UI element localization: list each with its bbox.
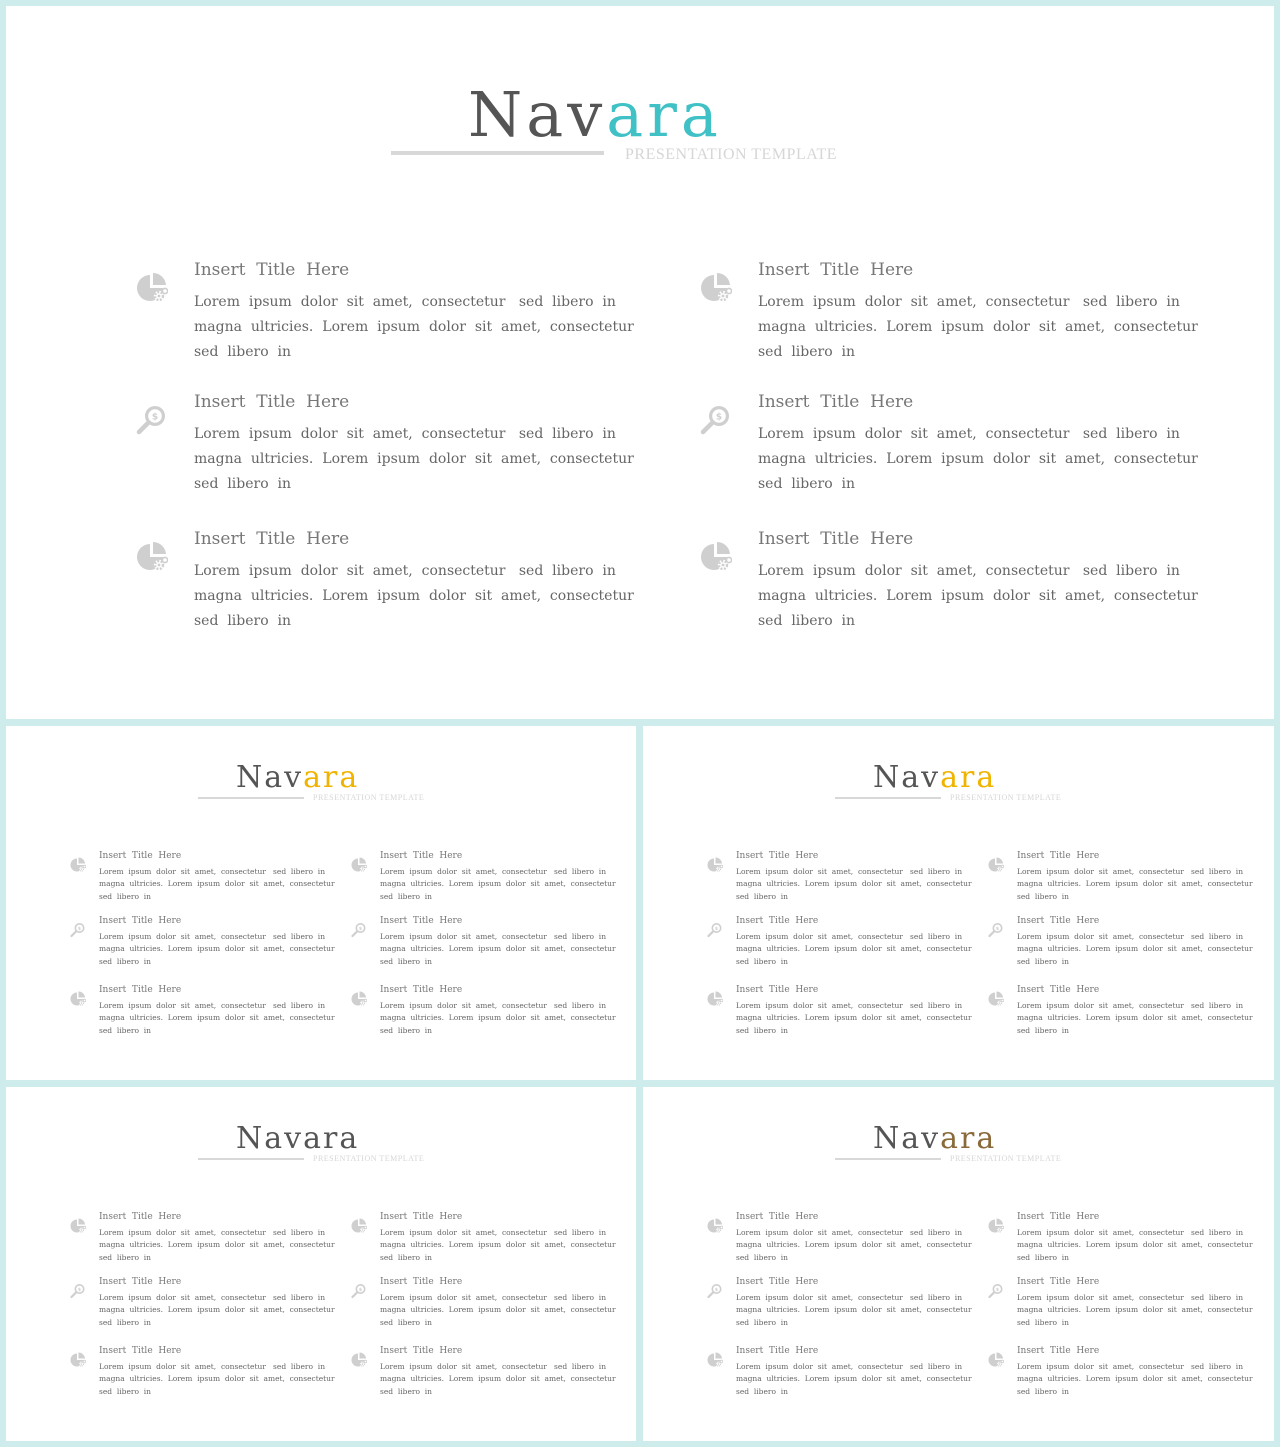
feature-description [736,1292,972,1329]
feature-description [99,866,335,903]
description-line: Lorem ipsum dolor sit amet, consectetur sed libero in [99,932,326,941]
description-line: Lorem ipsum dolor sit amet, consectetur sed libero in [380,1001,607,1010]
magnifier-dollar-icon [136,404,168,436]
pie-chart-gear-icon [700,272,732,304]
description-line: magna ultricies. Lorem ipsum dolor sit amet, consectetur [1017,1240,1253,1250]
feature-title: Insert Title Here [99,985,182,995]
feature-description [736,1361,972,1398]
logo-title [468,78,722,151]
pie-chart-gear-icon [136,541,168,573]
description-line: magna ultricies. Lorem ipsum dolor sit amet, consectetur [380,1013,616,1023]
description-line: Lorem ipsum dolor sit amet, consectetur sed libero in [99,1001,326,1010]
logo-accent: ara [606,78,722,151]
logo-prefix: Nav [468,78,607,151]
description-line: magna ultricies. Lorem ipsum dolor sit amet, consectetur [380,879,616,889]
description-line: sed libero in [1017,1317,1069,1327]
description-line: Lorem ipsum dolor sit amet, consectetur sed libero in [380,867,607,876]
description-line: magna ultricies. Lorem ipsum dolor sit amet, consectetur [380,1240,616,1250]
feature-title: Insert Title Here [194,260,350,280]
description-line: Lorem ipsum dolor sit amet, consectetur sed libero in [758,563,1180,579]
description-line: Lorem ipsum dolor sit amet, consectetur sed libero in [736,867,963,876]
description-line: Lorem ipsum dolor sit amet, consectetur sed libero in [380,1362,607,1371]
description-line: magna ultricies. Lorem ipsum dolor sit amet, consectetur [99,1374,335,1384]
description-line: magna ultricies. Lorem ipsum dolor sit amet, consectetur [194,588,634,604]
description-line: sed libero in [99,956,151,966]
pie-chart-gear-icon [70,1352,86,1368]
description-line: sed libero in [194,344,292,360]
logo-subtitle: PRESENTATION TEMPLATE [313,1154,425,1163]
logo-title [236,1121,359,1156]
description-line: Lorem ipsum dolor sit amet, consectetur sed libero in [99,1293,326,1302]
description-line: sed libero in [194,613,292,629]
feature-description [1017,866,1253,903]
description-line: magna ultricies. Lorem ipsum dolor sit amet, consectetur [380,944,616,954]
description-line: magna ultricies. Lorem ipsum dolor sit amet, consectetur [736,1240,972,1250]
title-underline [198,1158,304,1160]
feature-title: Insert Title Here [380,985,463,995]
magnifier-dollar-icon [988,1283,1004,1299]
description-line: sed libero in [380,1252,432,1262]
description-line: magna ultricies. Lorem ipsum dolor sit amet, consectetur [194,319,634,335]
logo-accent: ara [303,1121,360,1156]
description-line: sed libero in [99,1317,151,1327]
feature-title: Insert Title Here [736,1212,819,1222]
description-line: magna ultricies. Lorem ipsum dolor sit amet, consectetur [1017,1374,1253,1384]
feature-description [736,866,972,903]
description-line: Lorem ipsum dolor sit amet, consectetur sed libero in [736,1228,963,1237]
logo-title [873,1121,996,1156]
magnifier-dollar-icon [707,922,723,938]
description-line: sed libero in [736,1317,788,1327]
description-line: sed libero in [736,1386,788,1396]
description-line: sed libero in [99,1386,151,1396]
feature-description [758,290,1198,365]
logo-prefix: Nav [873,760,941,795]
feature-title: Insert Title Here [1017,916,1100,926]
description-line: sed libero in [758,344,856,360]
description-line: magna ultricies. Lorem ipsum dolor sit amet, consectetur [736,1305,972,1315]
pie-chart-gear-icon [136,272,168,304]
description-line: Lorem ipsum dolor sit amet, consectetur sed libero in [194,294,616,310]
feature-description [1017,1000,1253,1037]
description-line: sed libero in [1017,1386,1069,1396]
description-line: sed libero in [380,1025,432,1035]
feature-title: Insert Title Here [736,985,819,995]
feature-title: Insert Title Here [380,1346,463,1356]
feature-title: Insert Title Here [194,392,350,412]
description-line: Lorem ipsum dolor sit amet, consectetur sed libero in [194,426,616,442]
feature-title: Insert Title Here [99,1277,182,1287]
logo-subtitle: PRESENTATION TEMPLATE [313,793,425,802]
feature-title: Insert Title Here [99,1212,182,1222]
description-line: Lorem ipsum dolor sit amet, consectetur sed libero in [99,1228,326,1237]
feature-title: Insert Title Here [1017,1212,1100,1222]
feature-description [99,1361,335,1398]
description-line: Lorem ipsum dolor sit amet, consectetur sed libero in [1017,867,1244,876]
feature-title: Insert Title Here [736,1277,819,1287]
pie-chart-gear-icon [988,991,1004,1007]
title-underline [835,1158,941,1160]
feature-title: Insert Title Here [99,916,182,926]
description-line: sed libero in [1017,1025,1069,1035]
description-line: Lorem ipsum dolor sit amet, consectetur sed libero in [736,932,963,941]
description-line: sed libero in [758,476,856,492]
feature-description [194,290,634,365]
description-line: Lorem ipsum dolor sit amet, consectetur sed libero in [758,426,1180,442]
description-line: magna ultricies. Lorem ipsum dolor sit amet, consectetur [194,451,634,467]
title-underline [835,797,941,799]
slide-thumb-2[interactable] [643,726,1274,1080]
description-line: magna ultricies. Lorem ipsum dolor sit amet, consectetur [736,1374,972,1384]
magnifier-dollar-icon [351,922,367,938]
description-line: Lorem ipsum dolor sit amet, consectetur sed libero in [99,1362,326,1371]
description-line: sed libero in [1017,1252,1069,1262]
logo-accent: ara [303,760,360,795]
feature-title: Insert Title Here [99,1346,182,1356]
slide-thumb-1[interactable] [6,726,636,1080]
description-line: Lorem ipsum dolor sit amet, consectetur sed libero in [99,867,326,876]
description-line: sed libero in [736,891,788,901]
feature-title: Insert Title Here [380,1277,463,1287]
description-line: magna ultricies. Lorem ipsum dolor sit amet, consectetur [758,588,1198,604]
title-underline [198,797,304,799]
description-line: magna ultricies. Lorem ipsum dolor sit amet, consectetur [1017,1305,1253,1315]
description-line: sed libero in [758,613,856,629]
logo-prefix: Nav [873,1121,941,1156]
description-line: Lorem ipsum dolor sit amet, consectetur sed libero in [380,932,607,941]
description-line: magna ultricies. Lorem ipsum dolor sit amet, consectetur [99,1240,335,1250]
feature-title: Insert Title Here [758,260,914,280]
description-line: magna ultricies. Lorem ipsum dolor sit amet, consectetur [736,944,972,954]
feature-title: Insert Title Here [1017,1346,1100,1356]
pie-chart-gear-icon [70,1218,86,1234]
logo-accent: ara [940,760,997,795]
feature-description [736,1000,972,1037]
description-line: magna ultricies. Lorem ipsum dolor sit amet, consectetur [736,879,972,889]
logo-prefix: Nav [236,1121,304,1156]
description-line: sed libero in [380,1317,432,1327]
pie-chart-gear-icon [707,857,723,873]
description-line: Lorem ipsum dolor sit amet, consectetur sed libero in [380,1228,607,1237]
feature-title: Insert Title Here [736,1346,819,1356]
description-line: sed libero in [736,956,788,966]
feature-description [380,1292,616,1329]
feature-description [736,1227,972,1264]
feature-description [380,931,616,968]
feature-description [380,1361,616,1398]
feature-title: Insert Title Here [736,916,819,926]
pie-chart-gear-icon [988,1352,1004,1368]
description-line: sed libero in [1017,891,1069,901]
description-line: sed libero in [380,891,432,901]
description-line: sed libero in [736,1252,788,1262]
pie-chart-gear-icon [351,991,367,1007]
description-line: Lorem ipsum dolor sit amet, consectetur sed libero in [1017,1001,1244,1010]
description-line: sed libero in [380,956,432,966]
pie-chart-gear-icon [700,541,732,573]
logo-subtitle: PRESENTATION TEMPLATE [625,146,838,163]
feature-description [1017,1292,1253,1329]
feature-title: Insert Title Here [380,916,463,926]
description-line: sed libero in [194,476,292,492]
description-line: magna ultricies. Lorem ipsum dolor sit amet, consectetur [1017,944,1253,954]
feature-title: Insert Title Here [380,851,463,861]
pie-chart-gear-icon [988,1218,1004,1234]
feature-title: Insert Title Here [99,851,182,861]
feature-description [99,1000,335,1037]
description-line: magna ultricies. Lorem ipsum dolor sit amet, consectetur [1017,879,1253,889]
logo-subtitle: PRESENTATION TEMPLATE [950,793,1062,802]
pie-chart-gear-icon [351,1352,367,1368]
feature-description [99,1292,335,1329]
description-line: sed libero in [736,1025,788,1035]
description-line: Lorem ipsum dolor sit amet, consectetur sed libero in [758,294,1180,310]
description-line: Lorem ipsum dolor sit amet, consectetur sed libero in [736,1362,963,1371]
slide-thumb-4[interactable] [643,1087,1274,1441]
logo-prefix: Nav [236,760,304,795]
feature-description [380,1227,616,1264]
pie-chart-gear-icon [707,991,723,1007]
description-line: magna ultricies. Lorem ipsum dolor sit amet, consectetur [99,1013,335,1023]
pie-chart-gear-icon [707,1352,723,1368]
pie-chart-gear-icon [351,1218,367,1234]
description-line: Lorem ipsum dolor sit amet, consectetur sed libero in [736,1293,963,1302]
description-line: sed libero in [99,1252,151,1262]
description-line: Lorem ipsum dolor sit amet, consectetur sed libero in [1017,1293,1244,1302]
logo-title [236,760,359,795]
pie-chart-gear-icon [70,991,86,1007]
pie-chart-gear-icon [351,857,367,873]
feature-description [758,422,1198,497]
magnifier-dollar-icon [988,922,1004,938]
feature-title: Insert Title Here [736,851,819,861]
feature-description [380,1000,616,1037]
feature-title: Insert Title Here [758,392,914,412]
magnifier-dollar-icon [700,404,732,436]
feature-description [1017,1361,1253,1398]
feature-description [758,559,1198,634]
description-line: magna ultricies. Lorem ipsum dolor sit amet, consectetur [99,1305,335,1315]
feature-title: Insert Title Here [1017,985,1100,995]
slide-thumb-3[interactable] [6,1087,636,1441]
magnifier-dollar-icon [707,1283,723,1299]
description-line: magna ultricies. Lorem ipsum dolor sit amet, consectetur [99,879,335,889]
logo-accent: ara [940,1121,997,1156]
magnifier-dollar-icon [70,1283,86,1299]
description-line: magna ultricies. Lorem ipsum dolor sit amet, consectetur [758,451,1198,467]
description-line: sed libero in [1017,956,1069,966]
description-line: Lorem ipsum dolor sit amet, consectetur sed libero in [1017,932,1244,941]
slide-main[interactable] [6,6,1274,719]
feature-title: Insert Title Here [194,529,350,549]
feature-description [1017,931,1253,968]
feature-description [99,1227,335,1264]
pie-chart-gear-icon [988,857,1004,873]
description-line: magna ultricies. Lorem ipsum dolor sit amet, consectetur [99,944,335,954]
description-line: magna ultricies. Lorem ipsum dolor sit amet, consectetur [380,1305,616,1315]
description-line: magna ultricies. Lorem ipsum dolor sit amet, consectetur [758,319,1198,335]
description-line: sed libero in [99,1025,151,1035]
description-line: sed libero in [99,891,151,901]
pie-chart-gear-icon [707,1218,723,1234]
title-underline [391,151,604,155]
magnifier-dollar-icon [351,1283,367,1299]
description-line: Lorem ipsum dolor sit amet, consectetur sed libero in [1017,1362,1244,1371]
feature-description [194,559,634,634]
feature-title: Insert Title Here [1017,1277,1100,1287]
description-line: magna ultricies. Lorem ipsum dolor sit amet, consectetur [380,1374,616,1384]
description-line: Lorem ipsum dolor sit amet, consectetur sed libero in [380,1293,607,1302]
description-line: Lorem ipsum dolor sit amet, consectetur sed libero in [194,563,616,579]
description-line: Lorem ipsum dolor sit amet, consectetur sed libero in [736,1001,963,1010]
feature-description [99,931,335,968]
magnifier-dollar-icon [70,922,86,938]
feature-title: Insert Title Here [380,1212,463,1222]
feature-description [380,866,616,903]
feature-title: Insert Title Here [758,529,914,549]
feature-description [736,931,972,968]
description-line: magna ultricies. Lorem ipsum dolor sit amet, consectetur [736,1013,972,1023]
description-line: Lorem ipsum dolor sit amet, consectetur sed libero in [1017,1228,1244,1237]
logo-subtitle: PRESENTATION TEMPLATE [950,1154,1062,1163]
feature-description [1017,1227,1253,1264]
description-line: magna ultricies. Lorem ipsum dolor sit amet, consectetur [1017,1013,1253,1023]
logo-title [873,760,996,795]
pie-chart-gear-icon [70,857,86,873]
description-line: sed libero in [380,1386,432,1396]
feature-title: Insert Title Here [1017,851,1100,861]
feature-description [194,422,634,497]
